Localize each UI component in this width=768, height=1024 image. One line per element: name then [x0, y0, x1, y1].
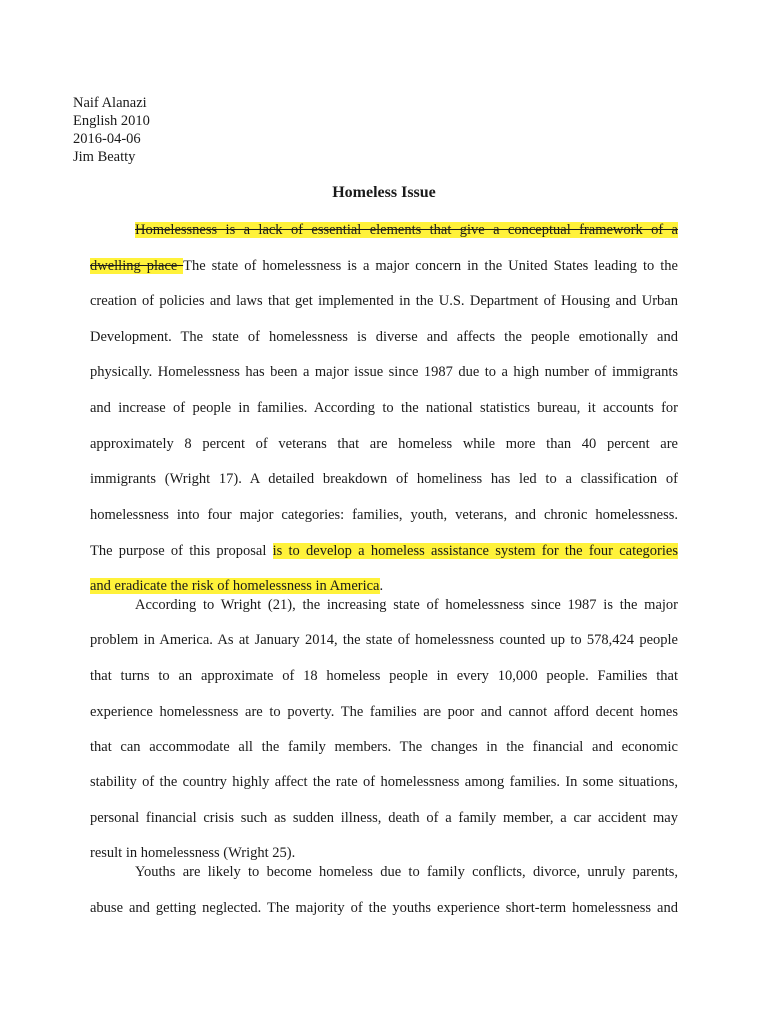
paragraph-1-line: physically. Homelessness has been a major issue since 1987 due to a high number of immigrants: [90, 364, 678, 380]
paragraph-1-line: [90, 576, 678, 596]
paragraph-1-line: [90, 220, 678, 240]
paragraph-3-line: abuse and getting neglected. The majority of the youths experience short-term homelessness and: [90, 900, 678, 916]
paragraph-1-line: [90, 256, 678, 276]
paragraph-1-line: homelessness into four major categories: families, youth, veterans, and chronic homelessness.: [90, 507, 678, 523]
paragraph-1-line: immigrants (Wright 17). A detailed breakdown of homeliness has led to a classification of: [90, 471, 678, 487]
paragraph-3-line: Youths are likely to become homeless due to family conflicts, divorce, unruly parents,: [135, 864, 678, 880]
struck-highlighted-text: Homelessness is a lack of essential elements that give a conceptual framework of a: [135, 222, 678, 238]
instructor-name: Jim Beatty: [73, 149, 136, 165]
paragraph-1-line: [90, 541, 678, 561]
paragraph-2-line: experience homelessness are to poverty. The families are poor and cannot afford decent homes: [90, 704, 678, 720]
paragraph-1-line: Development. The state of homelessness is diverse and affects the people emotionally and: [90, 329, 678, 345]
header-block: [73, 94, 150, 166]
paragraph-1-line: and increase of people in families. According to the national statistics bureau, it accounts for: [90, 400, 678, 416]
body-text: The purpose of this proposal: [90, 543, 273, 559]
course-name: English 2010: [73, 113, 150, 129]
paragraph-2-line: personal financial crisis such as sudden illness, death of a family member, a car accident may: [90, 810, 678, 826]
author-name: Naif Alanazi: [73, 95, 147, 111]
document-date: 2016-04-06: [73, 131, 141, 147]
highlighted-text: is to develop a homeless assistance system for the four categories: [272, 543, 678, 559]
highlighted-text: and eradicate the risk of homelessness in America: [90, 578, 380, 594]
body-text: .: [379, 578, 384, 594]
paragraph-1-line: creation of policies and laws that get implemented in the U.S. Department of Housing and Urban: [90, 293, 678, 309]
paragraph-2-line: that turns to an approximate of 18 homeless people in every 10,000 people. Families that: [90, 668, 678, 684]
document-title: Homeless Issue: [332, 184, 436, 201]
paragraph-2-line: that can accommodate all the family members. The changes in the financial and economic: [90, 739, 678, 755]
paragraph-2-line: According to Wright (21), the increasing state of homelessness since 1987 is the major: [135, 597, 678, 613]
paragraph-2-line: result in homelessness (Wright 25).: [90, 845, 296, 861]
body-text: The state of homelessness is a major concern in the United States leading to the: [183, 258, 678, 274]
paragraph-1-line: approximately 8 percent of veterans that are homeless while more than 40 percent are: [90, 436, 678, 452]
struck-highlighted-text: dwelling place: [90, 258, 184, 274]
paragraph-2-line: problem in America. As at January 2014, the state of homelessness counted up to 578,424 people: [90, 632, 678, 648]
paragraph-2-line: stability of the country highly affect the rate of homelessness among families. In some situations,: [90, 774, 678, 790]
